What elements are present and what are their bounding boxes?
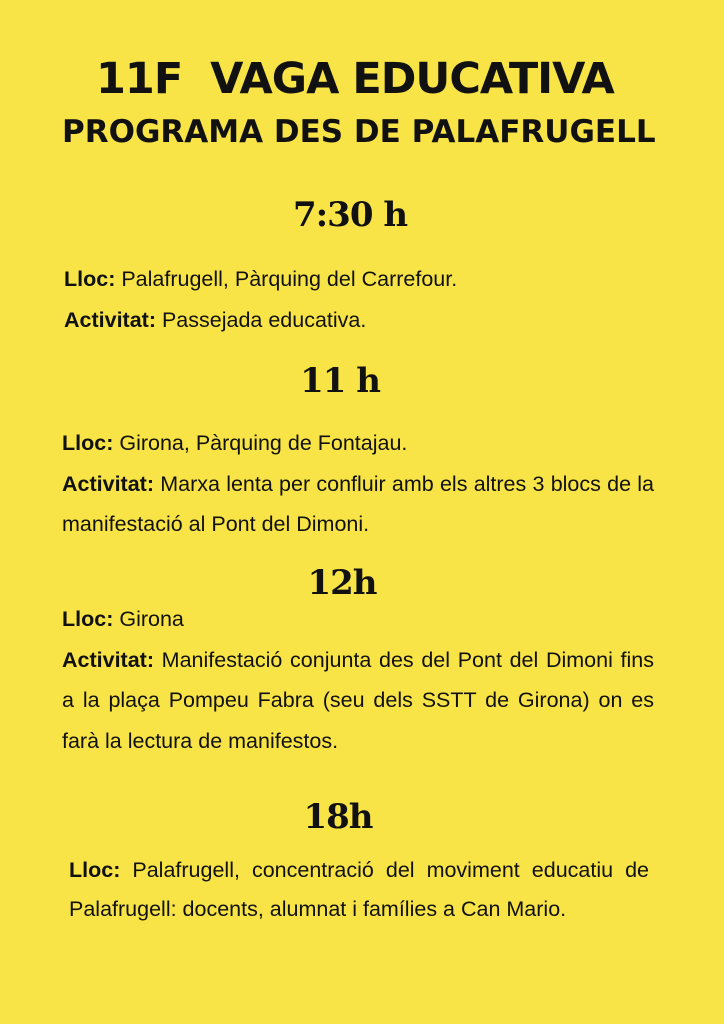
event-time-2: 11 h — [300, 361, 380, 401]
activity-text: Marxa lenta per confluir amb els altres 3 blocs de la manifestació al Pont del Dimoni. — [62, 471, 654, 536]
event-details-4 — [69, 851, 649, 928]
event-time-3: 12h — [307, 563, 377, 603]
location-label: Lloc: — [64, 267, 116, 291]
event-location-line — [62, 423, 654, 464]
location-text: Girona — [119, 607, 184, 631]
location-label: Lloc: — [69, 858, 121, 882]
event-location-line — [64, 259, 604, 300]
event-details-3 — [62, 599, 654, 761]
event-activity-line — [62, 640, 654, 762]
activity-text: Manifestació conjunta des del Pont del Dimoni fins a la plaça Pompeu Fabra (seu dels SSTT de Girona) on es farà la lectura de manifestos. — [62, 647, 654, 753]
activity-label: Activitat: — [62, 471, 154, 496]
activity-label: Activitat: — [64, 307, 156, 332]
event-activity-line — [62, 464, 654, 545]
location-text: Palafrugell, concentració del moviment educatiu de Palafrugell: docents, alumnat i famílies a Can Mario. — [69, 858, 649, 921]
event-time-1: 7:30 h — [292, 195, 408, 235]
event-activity-line — [64, 300, 604, 341]
location-label: Lloc: — [62, 607, 114, 631]
poster-title: 11F VAGA EDUCATIVA — [96, 54, 614, 104]
activity-label: Activitat: — [62, 647, 154, 672]
event-details-1 — [64, 259, 604, 340]
poster-subtitle: PROGRAMA DES DE PALAFRUGELL — [62, 114, 656, 150]
event-details-2 — [62, 423, 654, 545]
event-time-4: 18h — [303, 797, 373, 837]
activity-text: Passejada educativa. — [161, 307, 367, 332]
location-label: Lloc: — [62, 431, 114, 455]
event-location-line — [62, 599, 654, 640]
location-text: Girona, Pàrquing de Fontajau. — [119, 431, 408, 455]
event-location-line — [69, 851, 649, 928]
location-text: Palafrugell, Pàrquing del Carrefour. — [121, 267, 458, 291]
